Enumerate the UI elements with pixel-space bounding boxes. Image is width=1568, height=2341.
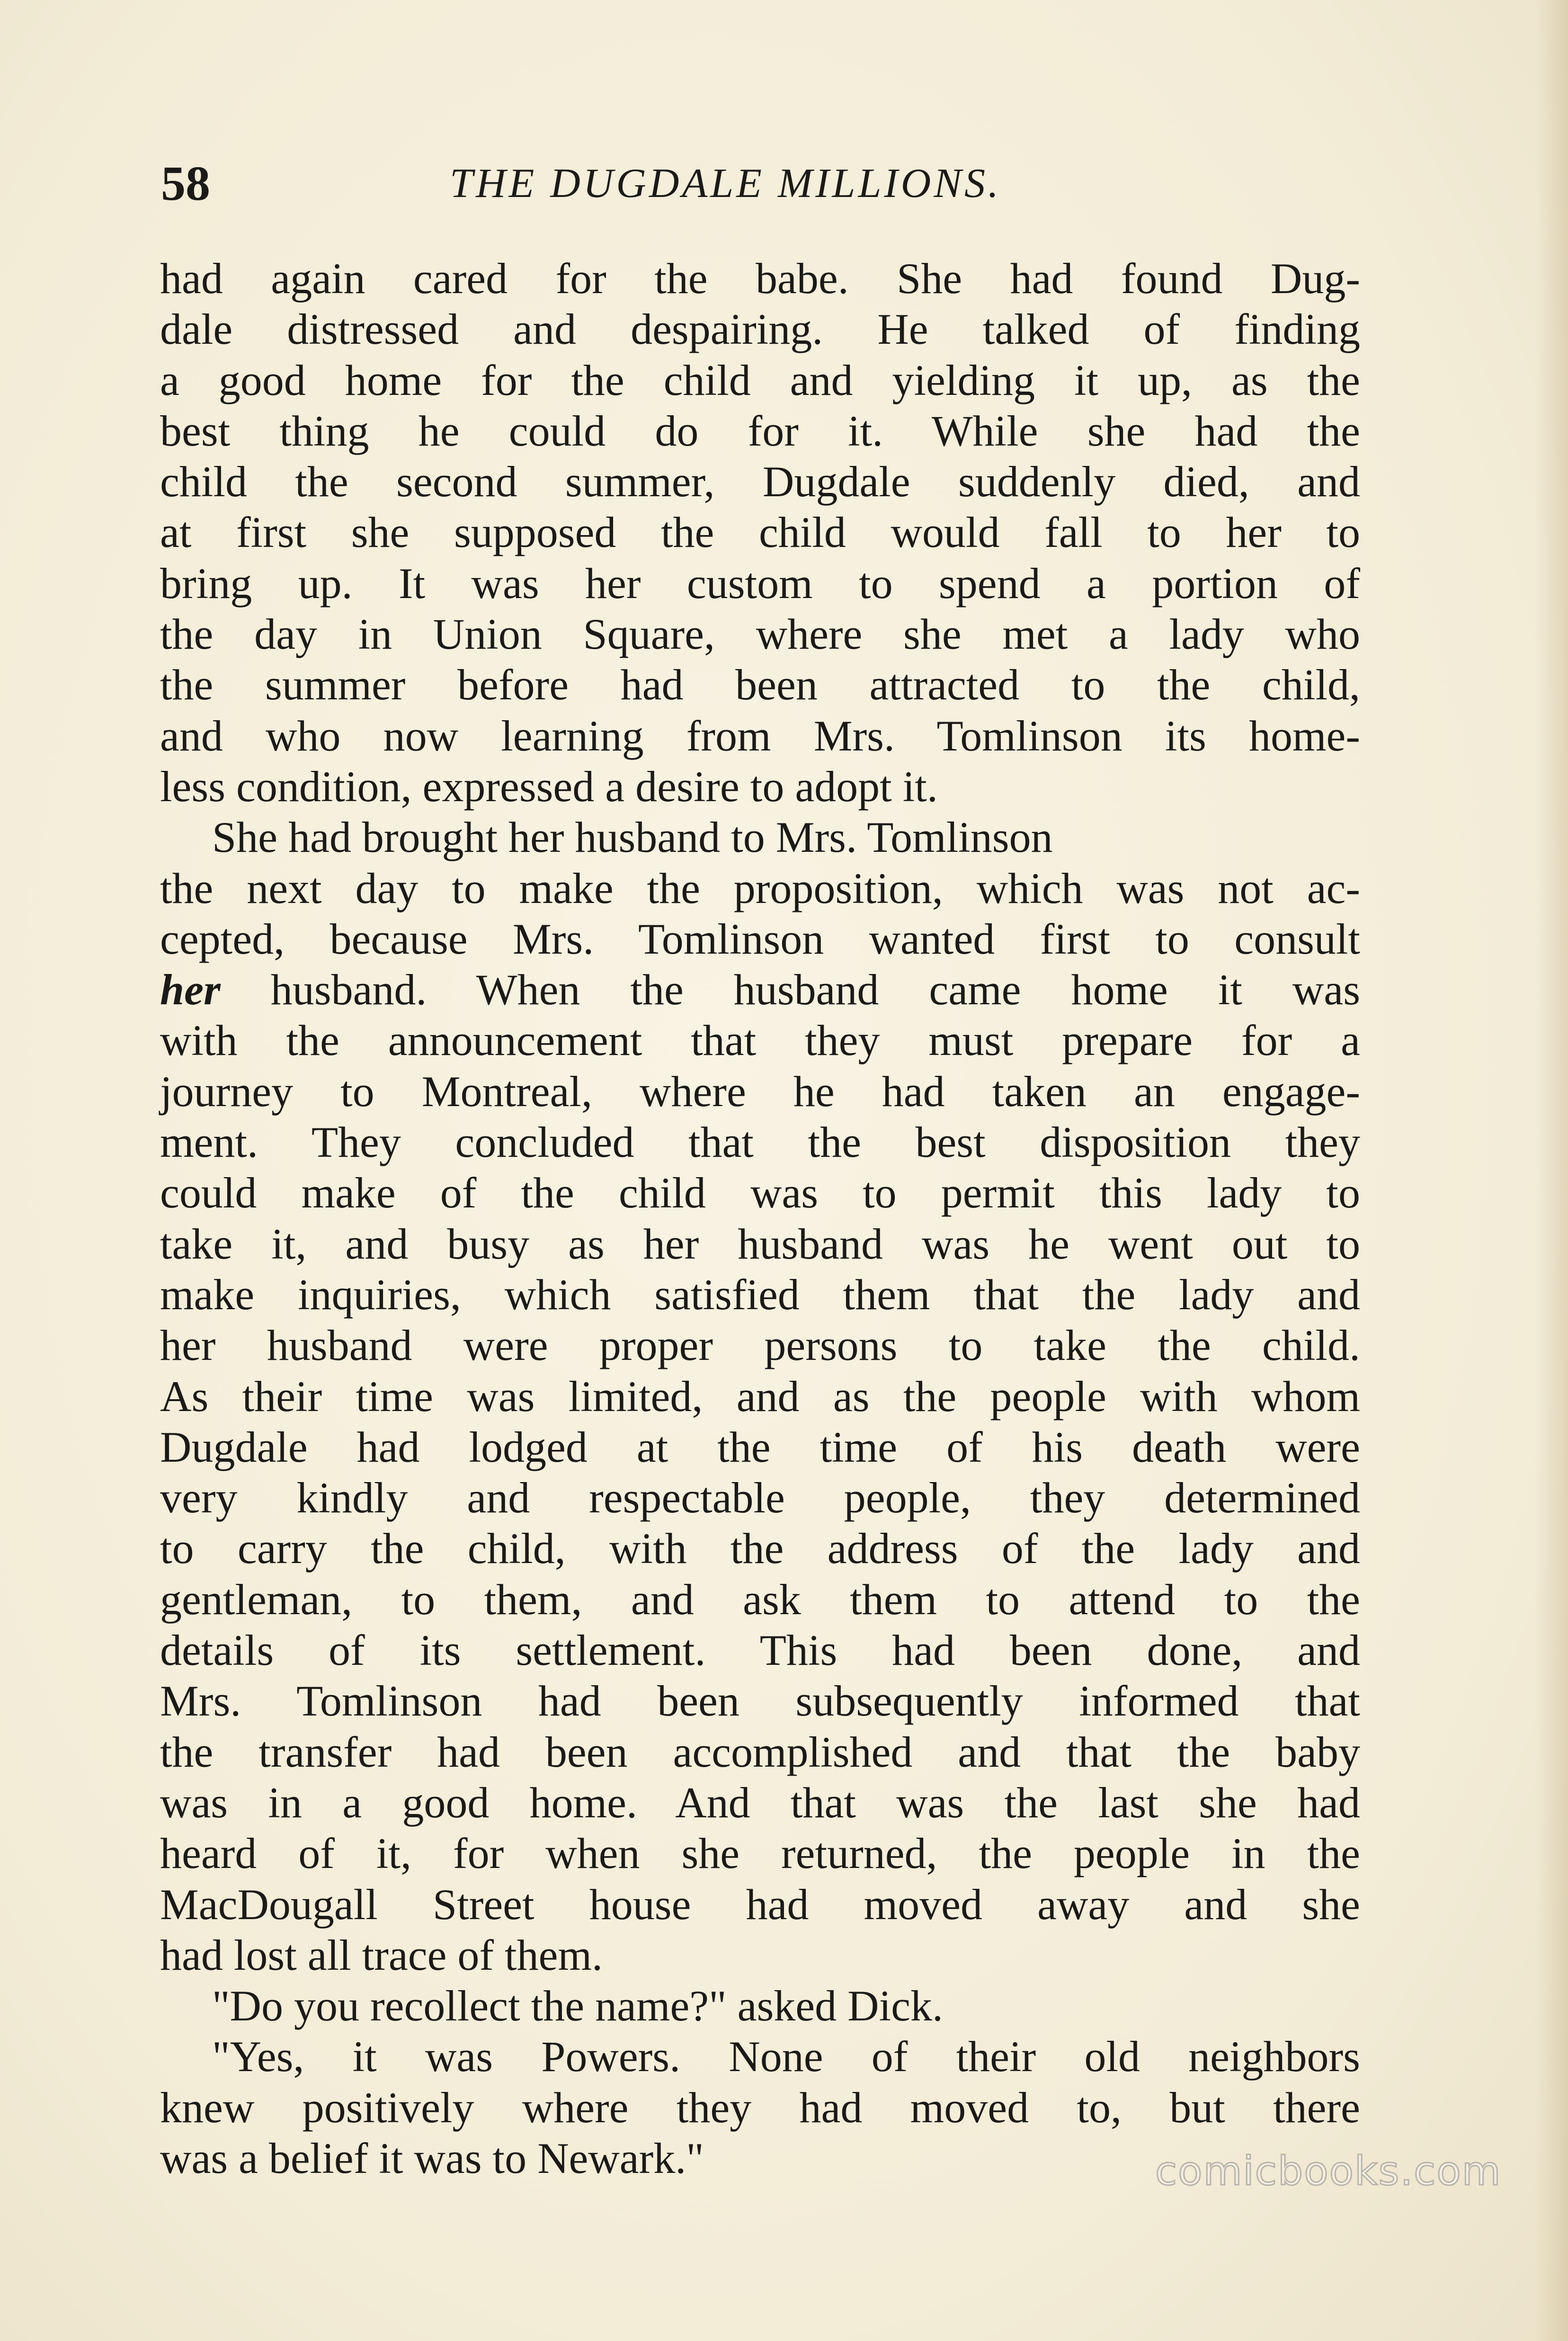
text-line: details of its settlement. This had been done, and: [160, 1626, 1360, 1675]
text-line: had again cared for the babe. She had found Dug-: [160, 254, 1360, 303]
watermark: comicbooks.com: [1155, 2148, 1502, 2194]
text-line: Mrs. Tomlinson had been subsequently informed that: [160, 1677, 1360, 1725]
text-line: the transfer had been accomplished and that the baby: [160, 1727, 1360, 1776]
text-line: make inquiries, which satisfied them that the lady and: [160, 1270, 1360, 1319]
text-line: the summer before had been attracted to the child,: [160, 661, 1360, 709]
text-line: a good home for the child and yielding it up, as the: [160, 356, 1360, 404]
text-line: take it, and busy as her husband was he went out to: [160, 1219, 1360, 1268]
text-line: dale distressed and despairing. He talked of finding: [160, 305, 1360, 354]
text-line: She had brought her husband to Mrs. Tomlinson: [212, 813, 1053, 862]
text-line: less condition, expressed a desire to adopt it.: [160, 762, 938, 811]
italic-word: her: [160, 965, 221, 1014]
text-line: MacDougall Street house had moved away and she: [160, 1880, 1360, 1929]
text-line: "Yes, it was Powers. None of their old neighbors: [212, 2032, 1360, 2081]
text-line: child the second summer, Dugdale suddenly died, and: [160, 457, 1360, 506]
text-line: [160, 965, 1360, 1015]
line-rest: husband. When the husband came home it was: [220, 965, 1360, 1014]
text-line: knew positively where they had moved to, but there: [160, 2083, 1360, 2132]
text-line: at first she supposed the child would fall to her to: [160, 508, 1360, 557]
page-edge: [1535, 0, 1568, 2341]
text-line: very kindly and respectable people, they determined: [160, 1474, 1360, 1522]
text-line: and who now learning from Mrs. Tomlinson its home-: [160, 711, 1360, 760]
text-line: was a belief it was to Newark.": [160, 2134, 704, 2182]
body-text: [160, 253, 1360, 2184]
text-line: ment. They concluded that the best disposition they: [160, 1118, 1360, 1167]
text-line: gentleman, to them, and ask them to attend to the: [160, 1575, 1360, 1624]
text-line: cepted, because Mrs. Tomlinson wanted first to consult: [160, 914, 1360, 963]
text-line: journey to Montreal, where he had taken an engage-: [160, 1067, 1360, 1116]
text-line: the day in Union Square, where she met a lady who: [160, 610, 1360, 659]
text-line: was in a good home. And that was the last she had: [160, 1778, 1360, 1827]
text-line: bring up. It was her custom to spend a portion of: [160, 559, 1360, 608]
text-line: with the announcement that they must prepare for a: [160, 1016, 1360, 1065]
page-number: 58: [161, 156, 210, 211]
text-line: best thing he could do for it. While she had the: [160, 406, 1360, 455]
text-line: "Do you recollect the name?" asked Dick.: [212, 1982, 943, 2030]
text-line: had lost all trace of them.: [160, 1930, 603, 1979]
text-line: Dugdale had lodged at the time of his death were: [160, 1422, 1360, 1471]
text-line: heard of it, for when she returned, the people in the: [160, 1829, 1360, 1878]
page-header: [161, 151, 1373, 217]
text-line: As their time was limited, and as the people with whom: [160, 1372, 1360, 1421]
text-line: could make of the child was to permit this lady to: [160, 1169, 1360, 1217]
text-line: to carry the child, with the address of the lady and: [160, 1524, 1360, 1573]
text-line: the next day to make the proposition, which was not ac-: [160, 864, 1360, 912]
text-line: her husband were proper persons to take the child.: [160, 1321, 1360, 1370]
running-title: THE DUGDALE MILLIONS.: [450, 161, 1001, 206]
